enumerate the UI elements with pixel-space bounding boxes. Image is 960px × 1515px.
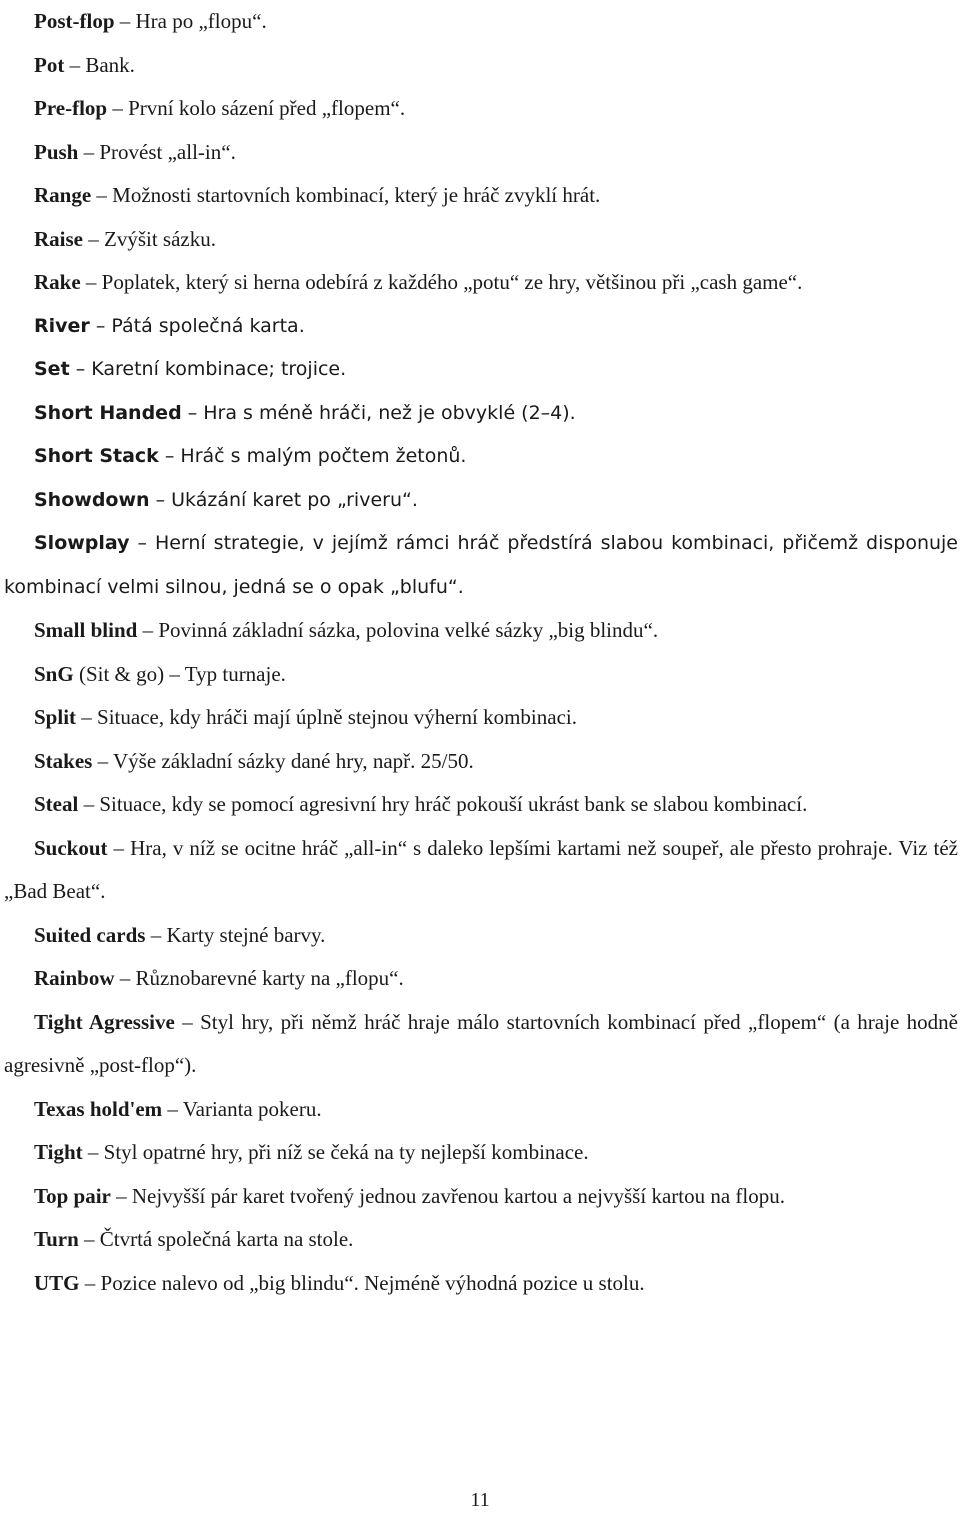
glossary-definition: – Pozice nalevo od „big blindu“. Nejméně výhodná pozice u stolu. xyxy=(79,1270,645,1295)
glossary-definition: – Čtvrtá společná karta na stole. xyxy=(78,1227,354,1251)
glossary-term: Short Handed xyxy=(34,401,182,424)
glossary-term: Slowplay xyxy=(34,532,130,554)
glossary-definition: – Hra s méně hráči, než je obvyklé (2–4). xyxy=(181,401,576,424)
glossary-entry xyxy=(4,131,958,175)
glossary-term: UTG xyxy=(34,1270,80,1295)
glossary-term: SnG xyxy=(34,661,74,686)
glossary-term: Steal xyxy=(34,792,79,816)
glossary-definition: – Styl opatrné hry, při níž se čeká na ty nejlepší kombinace. xyxy=(82,1140,589,1164)
glossary-term: Tight Agressive xyxy=(34,1009,175,1034)
glossary-definition: – Varianta pokeru. xyxy=(162,1096,322,1121)
glossary-definition: – Hráč s malým počtem žetonů. xyxy=(158,445,467,467)
glossary-definition: – Pátá společná karta. xyxy=(89,314,305,337)
glossary-term: Short Stack xyxy=(34,445,159,467)
glossary-definition: – Provést „all-in“. xyxy=(78,139,236,164)
glossary-entry xyxy=(4,261,958,305)
glossary-term: Turn xyxy=(34,1227,79,1251)
glossary-entry xyxy=(4,740,958,784)
glossary-term: Pot xyxy=(34,52,65,77)
page-number: 11 xyxy=(470,1489,490,1511)
glossary-term: Range xyxy=(34,183,92,207)
glossary-entry xyxy=(4,1175,958,1219)
glossary-term: Texas hold'em xyxy=(34,1096,163,1121)
glossary-entry xyxy=(4,305,958,349)
glossary-entry xyxy=(4,1001,958,1088)
glossary-entry xyxy=(4,827,958,914)
glossary-term: Tight xyxy=(34,1140,83,1164)
glossary-definition: – Karetní kombinace; trojice. xyxy=(69,358,347,380)
glossary-definition: – Ukázání karet po „riveru“. xyxy=(149,488,418,511)
glossary-term: River xyxy=(34,314,90,337)
glossary-definition: – Možnosti startovních kombinací, který je hráč zvyklí hrát. xyxy=(91,183,601,207)
glossary-entry xyxy=(4,522,958,609)
glossary-entry xyxy=(4,174,958,218)
glossary-definition: – Herní strategie, v jejímž rámci hráč předstírá slabou kombinaci, přičemž disponuje kombinací velmi silnou, jedná se o opak „blufu“. xyxy=(4,532,958,598)
glossary-entry xyxy=(4,0,958,44)
glossary-entry xyxy=(4,44,958,88)
glossary-entry xyxy=(4,218,958,262)
glossary-term: Split xyxy=(34,705,77,729)
glossary-entry xyxy=(4,1262,958,1306)
glossary-entry xyxy=(4,87,958,131)
glossary-definition: – Povinná základní sázka, polovina velké sázky „big blindu“. xyxy=(137,618,659,642)
glossary-definition: (Sit & go) – Typ turnaje. xyxy=(73,661,286,686)
glossary-entry xyxy=(4,348,958,392)
glossary-term: Rake xyxy=(34,270,81,294)
glossary-entry xyxy=(4,1131,958,1175)
glossary-term: Push xyxy=(34,139,79,164)
glossary-entry xyxy=(4,914,958,958)
glossary-definition: – Hra, v níž se ocitne hráč „all-in“ s daleko lepšími kartami než soupeř, ale přesto prohraje. Viz též „Bad Beat“. xyxy=(4,835,958,903)
glossary-term: Raise xyxy=(34,226,83,251)
glossary-entry xyxy=(4,435,958,479)
glossary-term: Stakes xyxy=(34,748,93,773)
glossary-term: Set xyxy=(34,358,70,380)
glossary-definition: – Nejvyšší pár karet tvořený jednou zavřenou kartou a nejvyšší kartou na flopu. xyxy=(110,1183,785,1208)
glossary-definition: – Situace, kdy hráči mají úplně stejnou výherní kombinaci. xyxy=(76,705,577,729)
glossary-term: Suckout xyxy=(34,835,108,860)
glossary-entry xyxy=(4,609,958,653)
glossary-term: Top pair xyxy=(34,1183,111,1208)
glossary-entry xyxy=(4,783,958,827)
glossary-entry xyxy=(4,1088,958,1132)
glossary-entry xyxy=(4,1218,958,1262)
glossary-definition: – Různobarevné karty na „flopu“. xyxy=(114,966,404,990)
glossary-definition: – Zvýšit sázku. xyxy=(83,226,216,251)
glossary-definition: – Karty stejné barvy. xyxy=(145,922,326,947)
glossary-list xyxy=(4,0,958,1305)
glossary-entry xyxy=(4,479,958,523)
glossary-entry xyxy=(4,392,958,436)
glossary-entry xyxy=(4,696,958,740)
glossary-definition: – Hra po „flopu“. xyxy=(114,9,267,33)
glossary-definition: – Bank. xyxy=(64,52,135,77)
glossary-entry xyxy=(4,653,958,697)
glossary-term: Showdown xyxy=(34,488,150,511)
glossary-term: Pre-flop xyxy=(34,96,108,120)
glossary-term: Small blind xyxy=(34,618,138,642)
glossary-definition: – Výše základní sázky dané hry, např. 25/50. xyxy=(92,748,474,773)
glossary-term: Suited cards xyxy=(34,922,146,947)
glossary-definition: – Poplatek, který si herna odebírá z každého „potu“ ze hry, většinou při „cash game“. xyxy=(80,270,803,294)
glossary-entry xyxy=(4,957,958,1001)
glossary-term: Rainbow xyxy=(34,966,115,990)
glossary-term: Post-flop xyxy=(34,9,115,33)
glossary-definition: – Styl hry, při němž hráč hraje málo startovních kombinací před „flopem“ (a hraje hodně agresivně „post-flop“). xyxy=(4,1009,958,1077)
glossary-definition: – Situace, kdy se pomocí agresivní hry hráč pokouší ukrást bank se slabou kombinací. xyxy=(78,792,808,816)
glossary-definition: – První kolo sázení před „flopem“. xyxy=(107,96,406,120)
